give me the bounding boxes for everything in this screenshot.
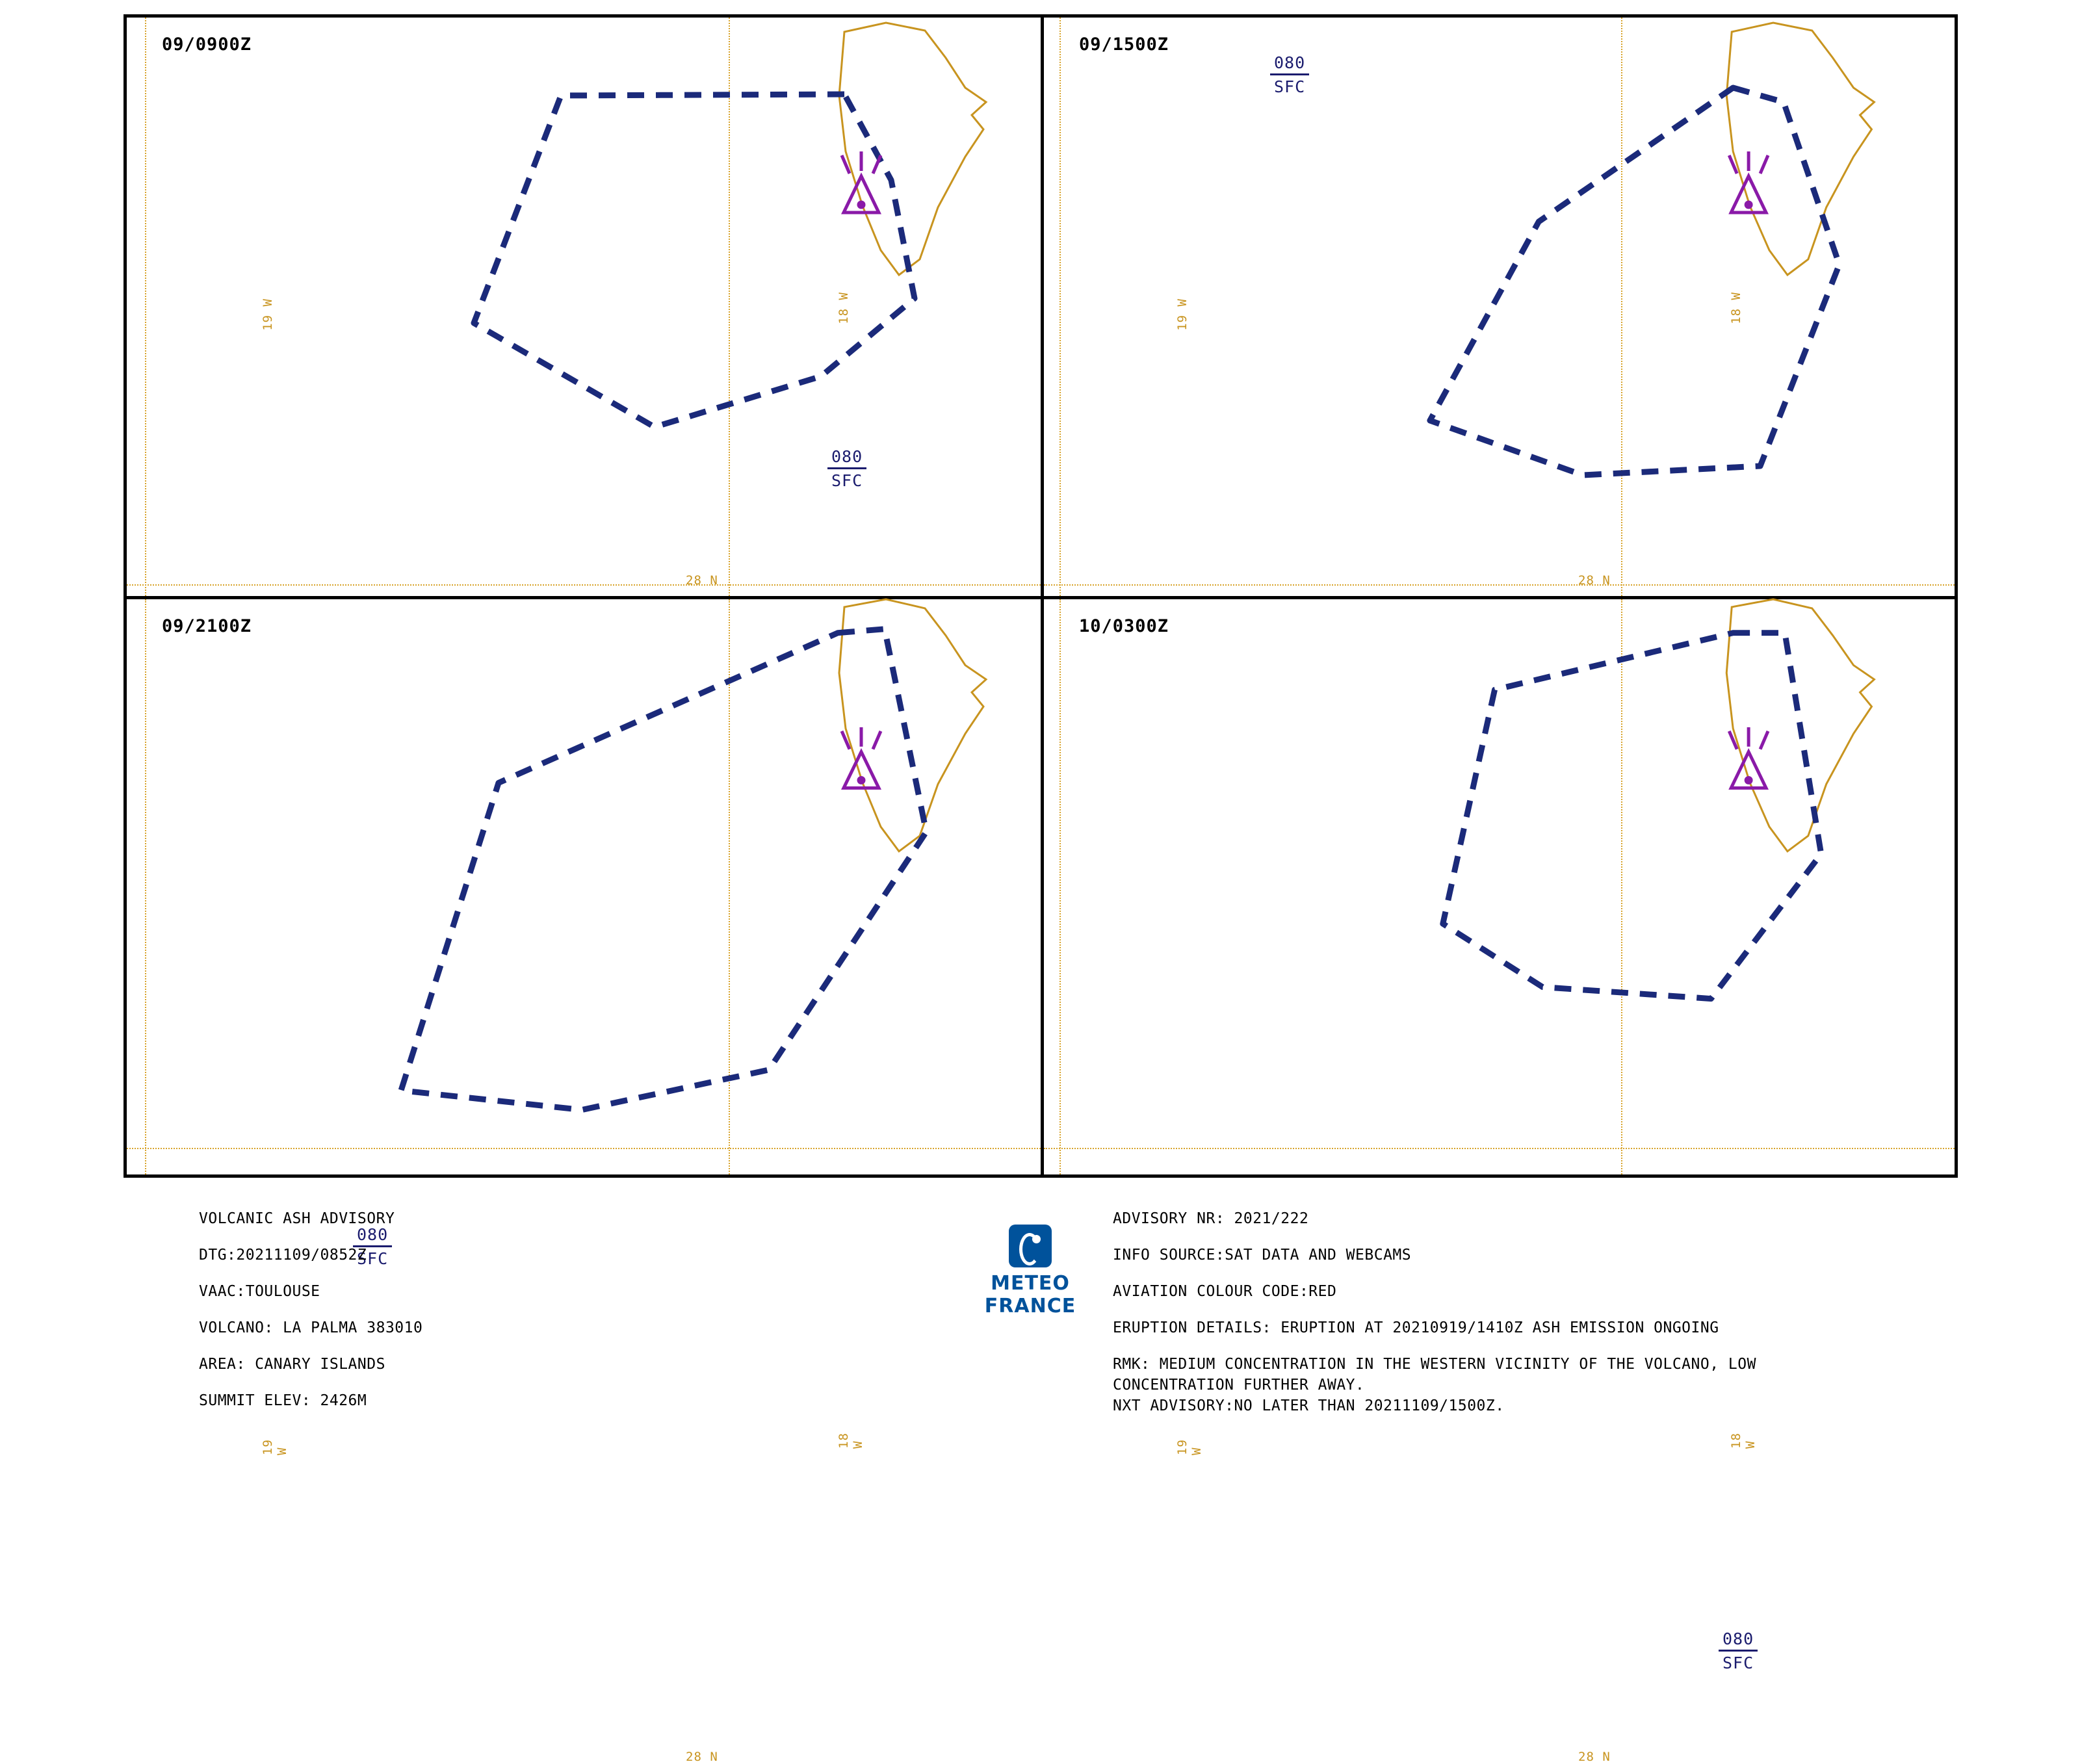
fl-bottom-value: SFC: [1722, 1654, 1754, 1673]
advisory-area: AREA: CANARY ISLANDS: [199, 1356, 385, 1373]
advisory-footer: [0, 1196, 2080, 1469]
map-vectors-4: [1044, 599, 1955, 1174]
fl-top-value: 080: [1719, 1629, 1758, 1652]
advisory-info-source: INFO SOURCE:SAT DATA AND WEBCAMS: [1113, 1247, 1412, 1264]
map-vectors-2: [1044, 18, 1955, 596]
forecast-panel-2[interactable]: [1041, 18, 1955, 596]
map-vectors-1: [127, 18, 1041, 596]
longitude-label-19w: 19 W: [261, 1439, 289, 1455]
longitude-label-18w: 18 W: [837, 292, 851, 324]
ash-cloud-polygon: [474, 94, 915, 427]
fl-bottom-value: SFC: [1274, 77, 1306, 97]
advisory-number: ADVISORY NR: 2021/222: [1113, 1210, 1309, 1227]
ash-cloud-polygon: [401, 629, 926, 1110]
latitude-label-28n: 28 N: [686, 1750, 718, 1764]
map-vectors-3: [127, 599, 1041, 1174]
longitude-label-18w: 18 W: [1729, 1433, 1758, 1449]
advisory-remark-line-1: RMK: MEDIUM CONCENTRATION IN THE WESTERN VICINITY OF THE VOLCANO, LOW: [1113, 1356, 1756, 1373]
advisory-eruption-details: ERUPTION DETAILS: ERUPTION AT 20210919/1410Z ASH EMISSION ONGOING: [1113, 1319, 1719, 1336]
panel-timestamp: 10/0300Z: [1079, 616, 1169, 636]
fl-top-value: 080: [827, 447, 866, 469]
flight-level-box: [1719, 1629, 1758, 1674]
fl-bottom-value: SFC: [357, 1249, 389, 1269]
logo-line-1: METEO: [991, 1272, 1070, 1295]
longitude-label-18w: 18 W: [837, 1433, 865, 1449]
meteo-france-logo: [968, 1225, 1092, 1317]
panel-timestamp: 09/2100Z: [162, 616, 252, 636]
meteo-france-mark-icon: [1009, 1225, 1052, 1267]
longitude-label-18w: 18 W: [1729, 292, 1743, 324]
advisory-dtg: DTG:20211109/0852Z: [199, 1247, 367, 1264]
advisory-title: VOLCANIC ASH ADVISORY: [199, 1210, 395, 1227]
ash-cloud-polygon: [1430, 88, 1840, 475]
fl-top-value: 080: [353, 1225, 392, 1247]
coastline-la-palma: [839, 599, 986, 851]
longitude-label-19w: 19 W: [1175, 1439, 1204, 1455]
advisory-left-column: [199, 1210, 966, 1429]
advisory-colour-code: AVIATION COLOUR CODE:RED: [1113, 1283, 1337, 1300]
advisory-next-advisory: NXT ADVISORY:NO LATER THAN 20211109/1500Z.: [1113, 1397, 1505, 1414]
advisory-summit-elev: SUMMIT ELEV: 2426M: [199, 1392, 367, 1409]
latitude-label-28n: 28 N: [686, 573, 718, 588]
fl-bottom-value: SFC: [831, 471, 863, 491]
advisory-volcano: VOLCANO: LA PALMA 383010: [199, 1319, 423, 1336]
logo-line-2: FRANCE: [984, 1294, 1076, 1317]
advisory-remark-line-2: CONCENTRATION FURTHER AWAY.: [1113, 1377, 1365, 1394]
panel-timestamp: 09/0900Z: [162, 34, 252, 55]
forecast-panel-1[interactable]: [127, 18, 1041, 596]
panel-timestamp: 09/1500Z: [1079, 34, 1169, 55]
longitude-label-19w: 19 W: [1175, 298, 1190, 331]
fl-top-value: 080: [1270, 53, 1309, 75]
advisory-right-column: [1113, 1210, 2036, 1418]
coastline-la-palma: [839, 23, 986, 275]
advisory-vaac: VAAC:TOULOUSE: [199, 1283, 320, 1300]
longitude-label-19w: 19 W: [261, 298, 275, 331]
latitude-label-28n: 28 N: [1578, 1750, 1611, 1764]
latitude-label-28n: 28 N: [1578, 573, 1611, 588]
